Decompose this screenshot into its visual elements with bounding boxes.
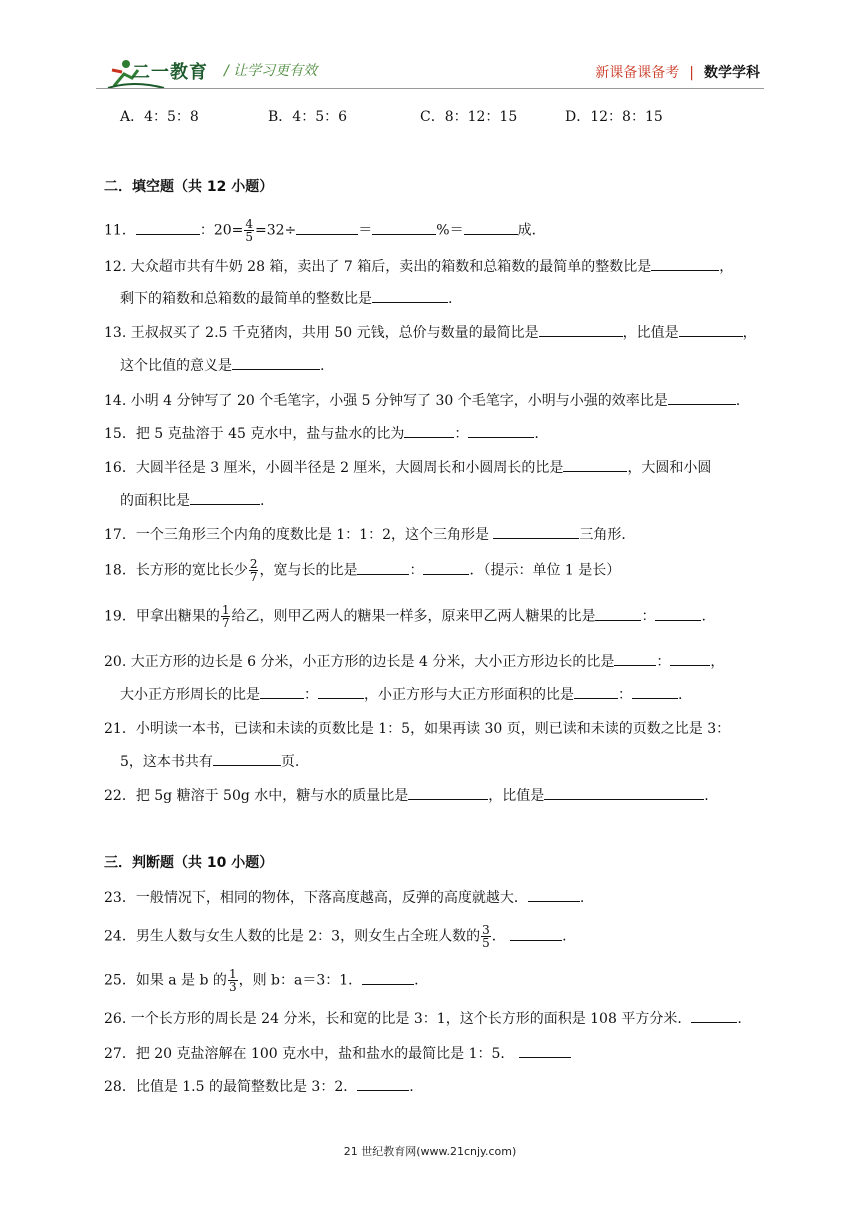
blank: [372, 220, 436, 235]
question-24: 24．男生人数与女生人数的比是 2：3，则女生占全班人数的 $\frac{3}{5}$ ． .: [104, 923, 567, 950]
q11-num: 11．: [104, 222, 136, 239]
q12-text: 12. 大众超市共有牛奶 28 箱，卖出了 7 箱后，卖出的箱数和总箱数的最简单的整数比是: [104, 259, 652, 275]
q15-colon: ：: [454, 426, 469, 442]
blank: [232, 355, 320, 370]
question-22: [104, 785, 709, 805]
page-header: [96, 52, 764, 92]
header-separator: |: [689, 65, 694, 81]
blank: [679, 322, 743, 337]
q20-text2b: ，小正方形与大正方形面积的比是: [364, 687, 574, 703]
header-divider: [96, 88, 764, 89]
frac-num: 2: [249, 557, 258, 571]
q15-text: 15．把 5 克盐溶于 45 克水中，盐与盐水的比为: [104, 426, 405, 442]
blank: [614, 651, 656, 666]
question-17: [104, 524, 635, 544]
blank: [357, 560, 409, 575]
question-14: [104, 390, 740, 410]
q28-end: .: [409, 1079, 414, 1095]
q16-end2: .: [260, 493, 265, 509]
q12-end: ，: [719, 259, 734, 275]
question-12-line1: [104, 256, 733, 276]
q11-text: ：20=: [199, 222, 244, 239]
frac-num: 1: [228, 967, 237, 981]
q18-text: 18．长方形的宽比长少: [104, 562, 248, 579]
q14-end: .: [735, 393, 741, 409]
q28-text: 28．比值是 1.5 的最简整数比是 3：2．: [104, 1079, 358, 1095]
blank: [464, 220, 518, 235]
q12-end2: .: [448, 291, 453, 307]
fraction: [221, 604, 231, 629]
q22-text: 22．把 5g 糖溶于 50g 水中，糖与水的质量比是: [104, 788, 409, 804]
q16-text-b: ，大圆和小圆: [627, 460, 712, 476]
frac-den: 5: [245, 230, 254, 244]
question-23: [104, 887, 584, 907]
question-16-line2: [120, 490, 264, 510]
q25-text2: ，则 b：a＝3：1．: [238, 972, 363, 989]
q11-text5: 成．: [517, 222, 546, 239]
blank: [632, 684, 678, 699]
blank: [357, 1076, 409, 1091]
blank: [651, 256, 719, 271]
option-d: D．12：8：15: [565, 109, 663, 125]
question-25: [104, 968, 419, 993]
blank: [691, 1008, 737, 1023]
q21-text: 21．小明读一本书，已读和未读的页数比是 1：5，如果再读 30 页，则已读和未读的页数之比是 3：: [104, 721, 731, 737]
question-21-line1: [104, 718, 730, 738]
frac-den: 5: [482, 936, 490, 950]
question-13-line2: [120, 355, 324, 375]
blank: [670, 651, 710, 666]
blank: [668, 390, 736, 405]
question-27: [104, 1043, 571, 1063]
q19-end: .: [701, 608, 706, 625]
blank: [468, 423, 534, 438]
question-20-line1: [104, 651, 724, 671]
blank: [404, 423, 454, 438]
blank: [563, 457, 627, 472]
option-c: C．8：12：15: [420, 109, 518, 125]
blank: [213, 751, 281, 766]
q13-end2: .: [320, 358, 325, 374]
q20-colon3: ：: [618, 687, 632, 703]
q12-text2: 剩下的箱数和总箱数的最简单的整数比是: [120, 291, 372, 307]
blank: [574, 684, 618, 699]
header-right: [595, 62, 760, 82]
question-18: [104, 558, 620, 583]
frac-den: 3: [228, 980, 237, 994]
q20-end: ，: [710, 654, 725, 670]
frac-den: 7: [221, 616, 230, 630]
blank: [190, 490, 260, 505]
q20-text: 20. 大正方形的边长是 6 分米，小正方形的边长是 4 分米，大小正方形边长的比是: [104, 654, 615, 670]
page-footer: 21 世纪教育网(www.21cnjy.com): [343, 1145, 517, 1158]
q26-end: .: [737, 1011, 742, 1027]
q16-text: 16．大圆半径是 3 厘米，小圆半径是 2 厘米，大圆周长和小圆周长的比是: [104, 460, 564, 476]
q18-text2: ，宽与长的比是: [259, 562, 358, 579]
question-13-line1: [104, 322, 757, 342]
q17-end: 三角形．: [579, 527, 636, 543]
q27-text: 27．把 20 克盐溶解在 100 克水中，盐和盐水的最简比是 1：5．: [104, 1046, 515, 1062]
frac-den: 7: [249, 570, 258, 584]
q13-text-b: ，比值是: [622, 325, 679, 341]
blank: [595, 606, 641, 621]
q25-text: 25．如果 a 是 b 的: [104, 972, 227, 989]
frac-num: 1: [221, 603, 230, 617]
q20-colon2: ：: [304, 687, 318, 703]
q18-end: ．（提示：单位 1 是长）: [469, 562, 621, 579]
q14-text: 14. 小明 4 分钟写了 20 个毛笔字，小强 5 分钟写了 30 个毛笔字，小明与小强的效率比是: [104, 393, 668, 409]
blank: [655, 606, 701, 621]
blank: [296, 220, 358, 235]
section-title-judge: 三．判断题（共 10 小题）: [104, 855, 274, 871]
q11-text4: %＝: [436, 222, 464, 239]
question-28: [104, 1076, 414, 1096]
header-right-subject: 数学学科: [704, 65, 760, 81]
q23-text: 23．一般情况下，相同的物体，下落高度越高，反弹的高度就越大．: [104, 890, 528, 906]
q19-text: 19．甲拿出糖果的: [104, 608, 220, 625]
question-21-line2: [120, 751, 299, 771]
q22-end: .: [704, 788, 709, 804]
q21-end2: 页.: [280, 754, 300, 770]
q21-text2: 5，这本书共有: [120, 754, 213, 770]
q22-mid: ，比值是: [488, 788, 545, 804]
q24-text: 24．男生人数与女生人数的比是 2：3，则女生占全班人数的: [104, 928, 481, 945]
blank: [528, 887, 580, 902]
q25-end: .: [414, 972, 419, 989]
fraction: [228, 968, 238, 993]
blank: [544, 785, 704, 800]
slogan: / 让学习更有效: [224, 63, 318, 79]
section-title-fill: 二．填空题（共 12 小题）: [104, 179, 274, 195]
fraction: [481, 924, 491, 949]
blank: [510, 926, 562, 941]
question-12-line2: [120, 288, 452, 308]
q19-text2: 给乙，则甲乙两人的糖果一样多，原来甲乙两人糖果的比是: [231, 608, 596, 625]
blank: [519, 1043, 571, 1058]
q18-colon: ：: [409, 562, 424, 579]
q13-text: 13. 王叔叔买了 2.5 千克猪肉，共用 50 元钱，总价与数量的最简比是: [104, 325, 539, 341]
frac-num: 4: [245, 217, 254, 231]
logo-text: 二一教育: [132, 62, 208, 83]
q11-text3: ＝: [358, 222, 373, 239]
question-19: [104, 604, 706, 629]
header-right-left: 新课备课备考: [595, 65, 680, 81]
question-16-line1: [104, 457, 711, 477]
blank: [493, 524, 579, 539]
blank: [423, 560, 469, 575]
q20-colon: ：: [656, 654, 671, 670]
q15-end: .: [534, 426, 539, 442]
fraction: [249, 558, 259, 583]
q20-end2: .: [678, 687, 683, 703]
option-a: A．4：5：8: [120, 109, 199, 125]
q20-text2: 大小正方形周长的比是: [120, 687, 260, 703]
blank: [260, 684, 304, 699]
frac-num: 3: [482, 923, 490, 937]
q26-text: 26. 一个长方形的周长是 24 分米，长和宽的比是 3：1，这个长方形的面积是 108 平方分米．: [104, 1011, 692, 1027]
q11-text2: =32÷: [255, 222, 297, 239]
q23-end: .: [579, 890, 585, 906]
question-20-line2: [120, 684, 682, 704]
fraction: [244, 218, 254, 243]
blank: [318, 684, 364, 699]
option-b: B．4：5：6: [268, 109, 348, 125]
question-11: [104, 218, 546, 243]
question-15: [104, 423, 539, 443]
q16-text2: 的面积比是: [120, 493, 190, 509]
q13-end: ，: [742, 325, 757, 341]
blank: [408, 785, 488, 800]
q19-colon: ：: [641, 608, 656, 625]
blank: [362, 970, 414, 985]
blank: [136, 220, 200, 235]
q24-end: .: [562, 928, 567, 945]
question-26: [104, 1008, 742, 1028]
q17-text: 17．一个三角形三个内角的度数比是 1：1：2，这个三角形是: [104, 527, 494, 543]
blank: [372, 288, 448, 303]
blank: [539, 322, 623, 337]
q13-text2: 这个比值的意义是: [120, 358, 232, 374]
